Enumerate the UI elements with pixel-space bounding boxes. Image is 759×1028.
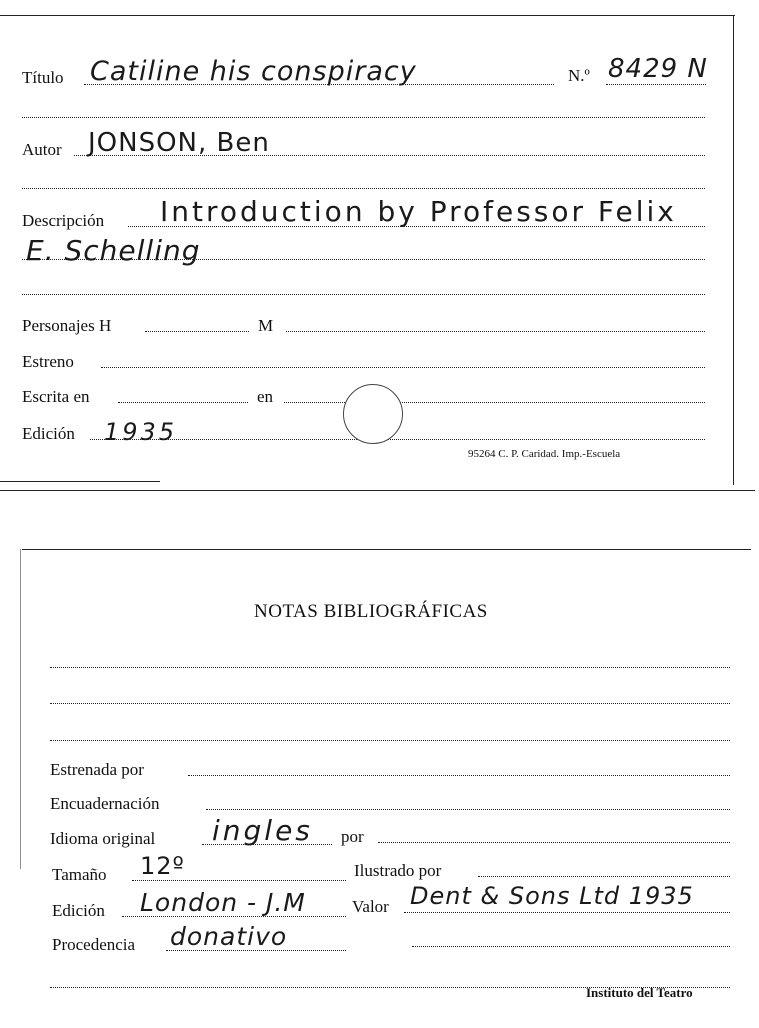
edicion2-label: Edición <box>52 901 105 920</box>
por-line <box>378 842 730 843</box>
notas-heading: NOTAS BIBLIOGRÁFICAS <box>254 601 488 622</box>
ilustrado-label: Ilustrado por <box>354 861 442 880</box>
card-edge-bottom-inner <box>0 481 160 482</box>
notas-line-2 <box>50 703 730 704</box>
escrita-line <box>118 402 248 403</box>
titulo-label: Título <box>22 68 64 87</box>
numero-value: 8429 N <box>608 54 708 84</box>
estrenada-line <box>188 775 730 776</box>
edicion-value: 1935 <box>104 418 178 446</box>
por-label: por <box>341 827 364 846</box>
punch-hole <box>343 384 403 444</box>
ilustrado-line <box>478 876 730 877</box>
valor-line <box>404 912 730 913</box>
m-label: M <box>258 316 274 335</box>
notas-line-1 <box>50 667 730 668</box>
card2-edge-left <box>20 549 21 869</box>
titulo-value: Catiline his conspiracy <box>90 56 417 87</box>
edicion-line <box>90 439 705 440</box>
descripcion-value-2: E. Schelling <box>26 234 201 267</box>
procedencia-value: donativo <box>170 922 288 951</box>
escrita-label: Escrita en <box>22 387 90 406</box>
descripcion-label: Descripción <box>22 211 105 230</box>
titulo-line-2 <box>22 117 705 118</box>
autor-value: JONSON, Ben <box>88 128 270 158</box>
personajes-label: Personajes H <box>22 316 112 335</box>
edicion2-value: London - J.M <box>140 888 306 917</box>
card2-edge-top <box>22 549 751 550</box>
autor-line-2 <box>22 188 705 189</box>
personajes-h-line <box>145 331 249 332</box>
valor-value: Dent & Sons Ltd 1935 <box>410 882 694 910</box>
descripcion-value-1: Introduction by Professor Felix <box>160 195 677 228</box>
procedencia-label: Procedencia <box>52 935 136 954</box>
encuadernacion-label: Encuadernación <box>50 794 160 813</box>
idioma-value: ingles <box>212 814 313 847</box>
tamano-label: Tamaño <box>52 865 107 884</box>
card-edge-bottom <box>0 490 755 491</box>
procedencia-line-2 <box>412 946 730 947</box>
estrenada-label: Estrenada por <box>50 760 144 779</box>
estreno-line <box>101 367 705 368</box>
edicion-label: Edición <box>22 424 75 443</box>
numero-label: N.º <box>568 66 590 85</box>
printer-imprint: 95264 C. P. Caridad. Imp.-Escuela <box>468 448 621 460</box>
notas-line-3 <box>50 740 730 741</box>
descripcion-line-3 <box>22 294 705 295</box>
idioma-label: Idioma original <box>50 829 156 848</box>
valor-label: Valor <box>352 897 389 916</box>
footer-institution: Instituto del Teatro <box>586 985 693 1000</box>
card-edge-right <box>733 15 734 485</box>
tamano-value: 12º <box>140 852 185 880</box>
personajes-m-line <box>286 331 705 332</box>
encuadernacion-line <box>206 809 730 810</box>
tamano-line <box>132 880 346 881</box>
card-edge-top <box>0 15 735 16</box>
estreno-label: Estreno <box>22 352 74 371</box>
numero-line <box>606 84 706 85</box>
en-label: en <box>257 387 274 406</box>
autor-label: Autor <box>22 140 62 159</box>
